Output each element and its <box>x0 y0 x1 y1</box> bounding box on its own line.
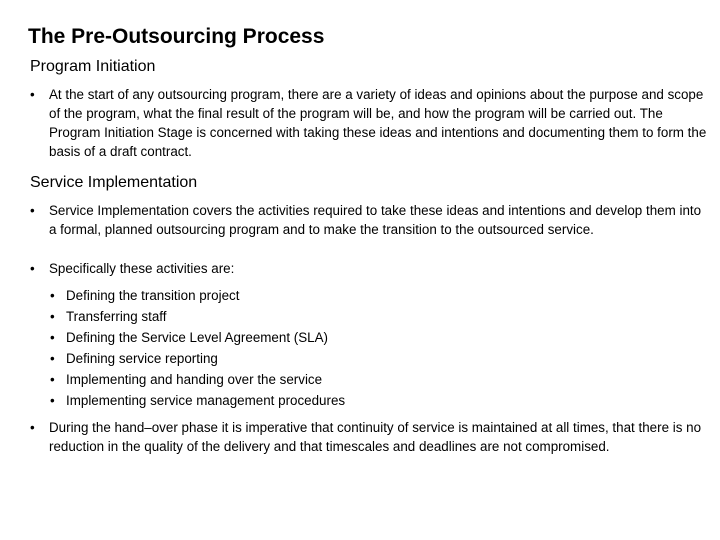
list-item <box>50 348 690 369</box>
bullet-marker: • <box>30 261 35 276</box>
bullet-marker: • <box>30 203 35 218</box>
bullet-marker: • <box>50 330 55 345</box>
activity-text: Defining the transition project <box>66 288 240 303</box>
bullet-text: At the start of any outsourcing program, there are a variety of ideas and opinions about the purpose and scope of the program, what the final result of the program will be, and how the program will be carried out. The Program Initiation Stage is concerned with taking these ideas and intentions and documenting them to form the basis of a draft contract. <box>49 87 707 159</box>
slide-title: The Pre-Outsourcing Process <box>28 25 325 48</box>
bullet-text: During the hand–over phase it is imperative that continuity of service is maintained at all times, that there is no reduction in the quality of the delivery and that timescales and deadlines are not compromised. <box>49 420 702 454</box>
activity-text: Defining the Service Level Agreement (SLA) <box>66 330 328 345</box>
bullet-marker: • <box>30 87 35 102</box>
heading-program-initiation: Program Initiation <box>30 58 156 75</box>
list-item <box>50 369 690 390</box>
bullet-marker: • <box>50 309 55 324</box>
activity-text: Implementing and handing over the service <box>66 372 323 387</box>
bullet-marker: • <box>50 288 55 303</box>
list-item <box>50 306 690 327</box>
bullet-handover <box>30 418 710 456</box>
bullet-text: Service Implementation covers the activities required to take these ideas and intentions and develop them into a formal, planned outsourcing program and to make the transition to the outsourced service. <box>49 203 702 237</box>
bullet-marker: • <box>30 420 35 435</box>
bullet-specifically <box>30 259 710 278</box>
activities-list <box>50 285 690 411</box>
activity-text: Implementing service management procedures <box>66 393 346 408</box>
activity-text: Transferring staff <box>66 309 167 324</box>
bullet-service-implementation <box>30 201 710 239</box>
bullet-text: Specifically these activities are: <box>49 261 235 276</box>
list-item <box>50 327 690 348</box>
list-item <box>50 285 690 306</box>
list-item <box>50 390 690 411</box>
bullet-program-initiation <box>30 85 710 161</box>
bullet-marker: • <box>50 351 55 366</box>
heading-service-implementation: Service Implementation <box>30 174 198 191</box>
bullet-marker: • <box>50 393 55 408</box>
activity-text: Defining service reporting <box>66 351 218 366</box>
bullet-marker: • <box>50 372 55 387</box>
